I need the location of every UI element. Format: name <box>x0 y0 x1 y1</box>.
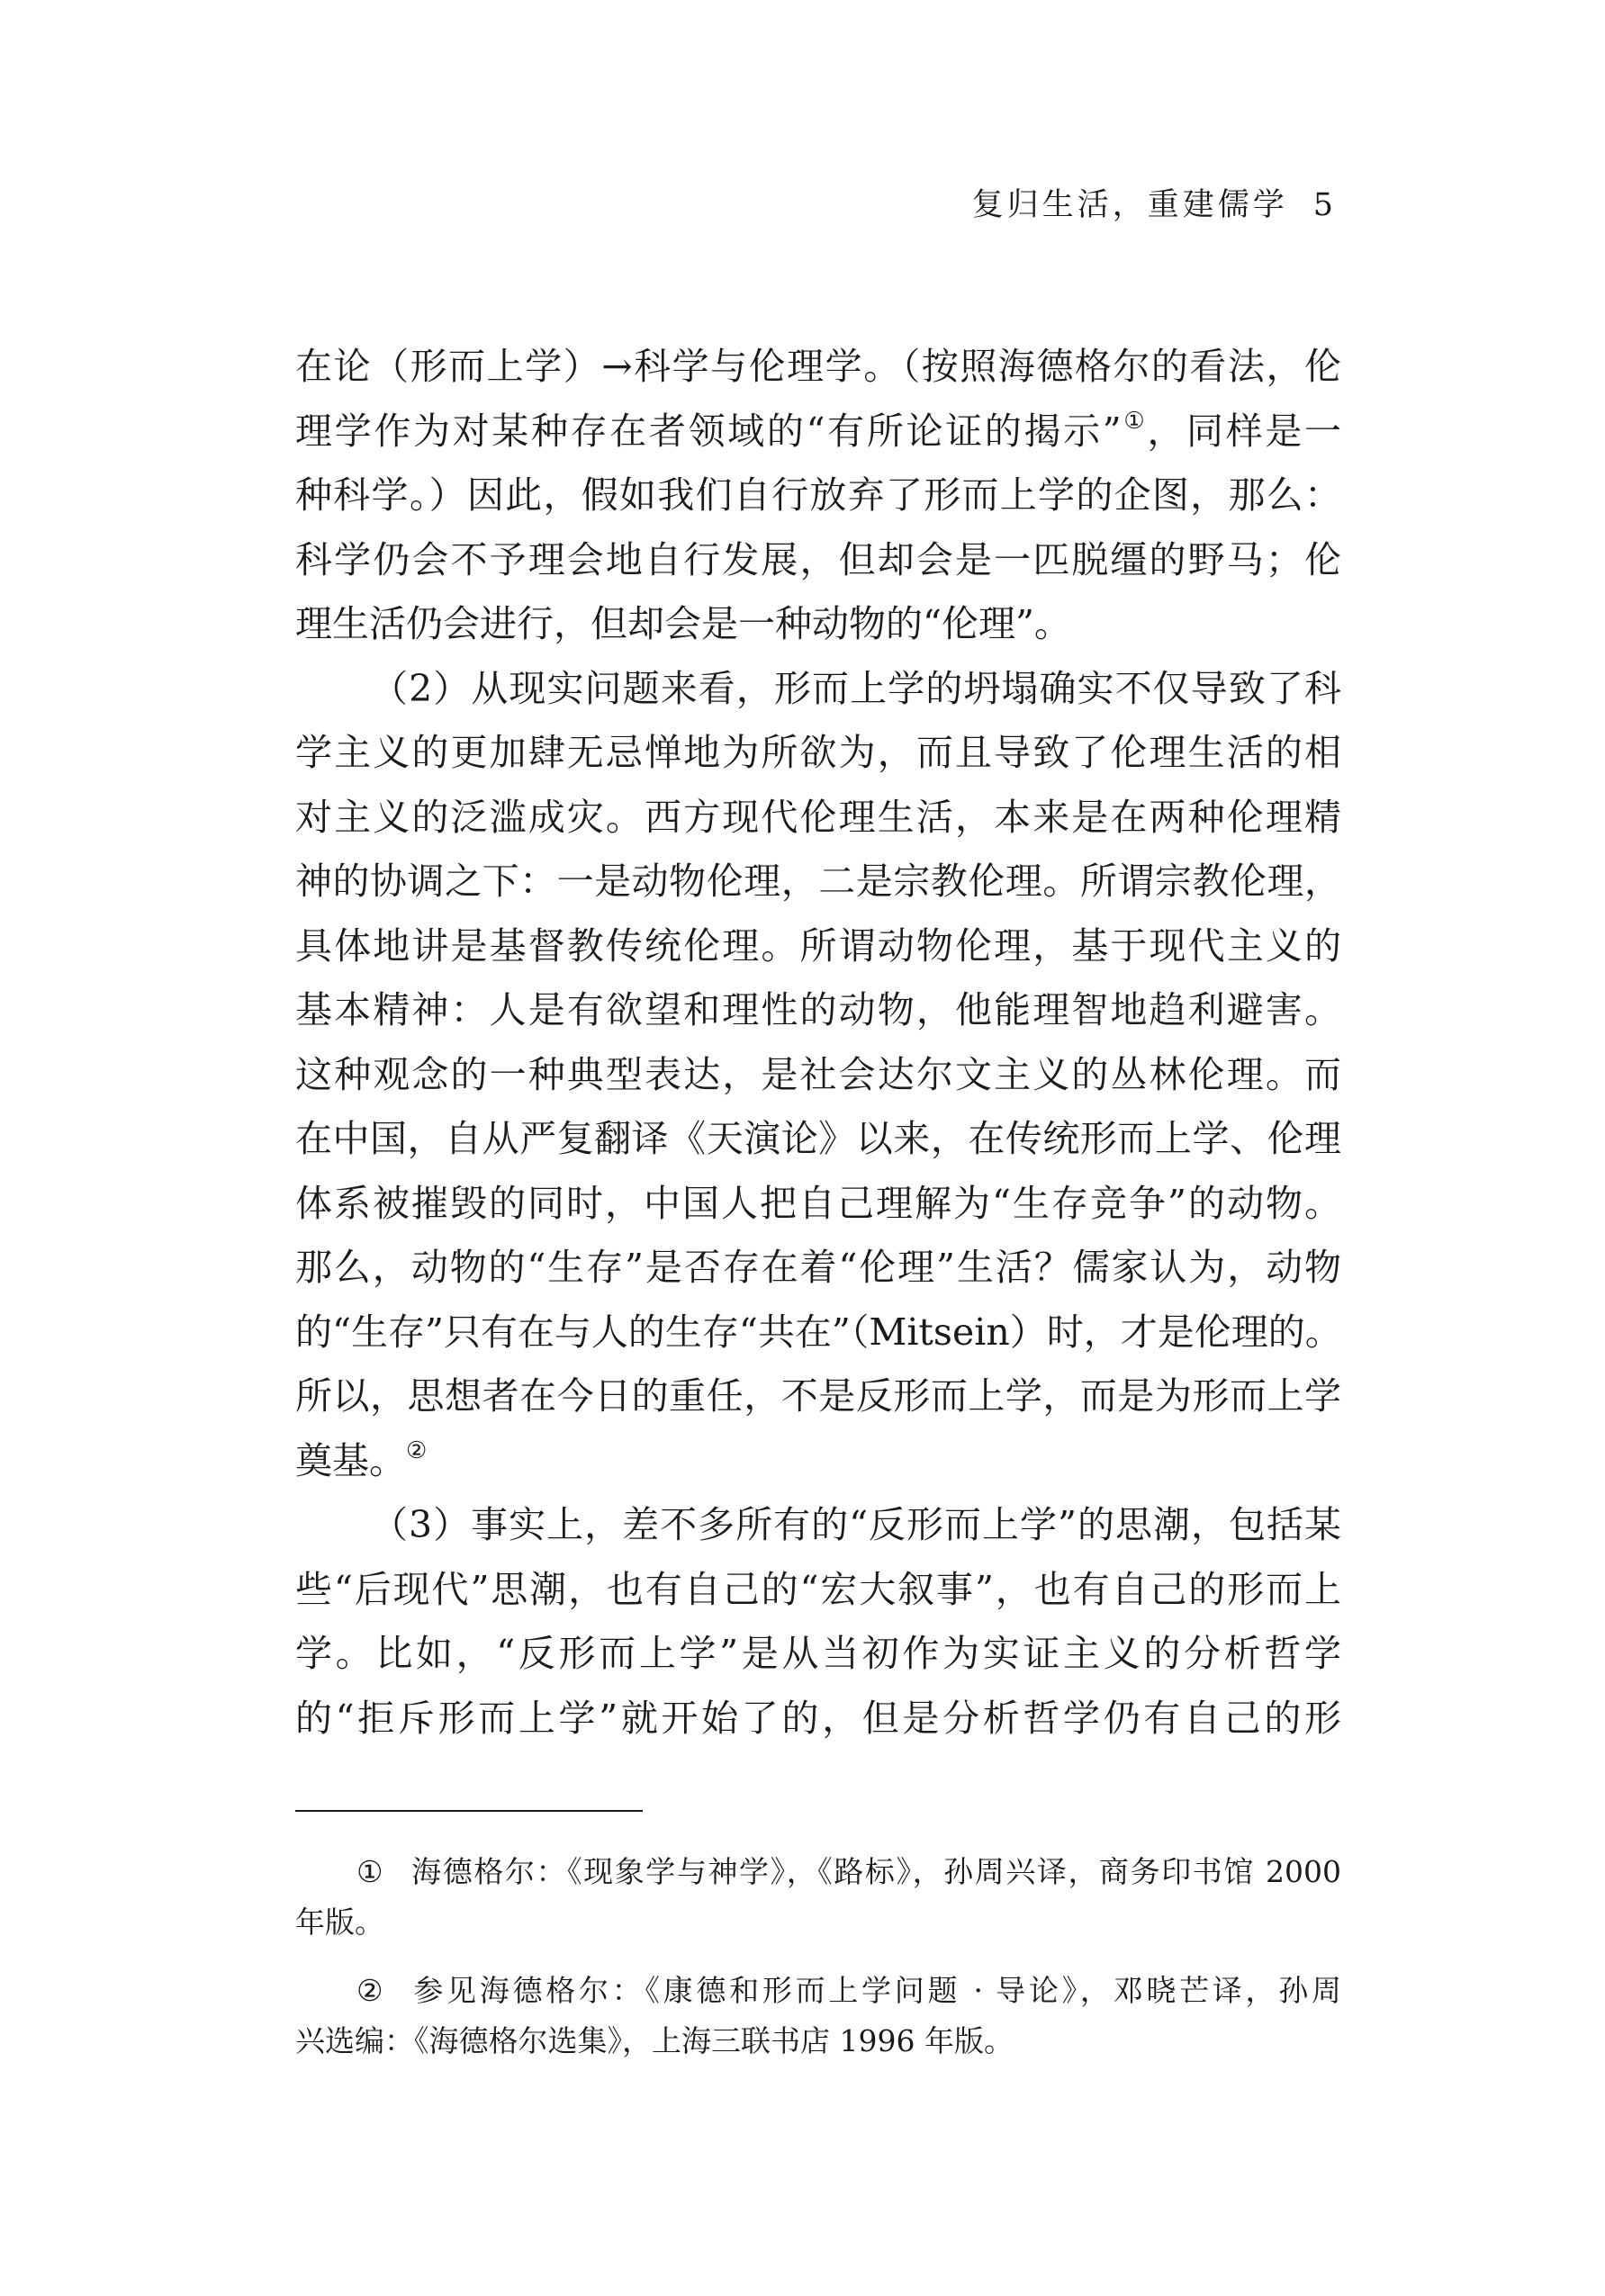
footnote-text: 参见海德格尔：《康德和形而上学问题 · 导论》，邓晓芒译，孙周 <box>413 1973 1341 2008</box>
footnote-text: 海德格尔：《现象学与神学》，《路标》，孙周兴译，商务印书馆 2000 <box>411 1854 1341 1889</box>
text-line: 种科学。）因此，假如我们自行放弃了形而上学的企图，那么： <box>295 473 1341 517</box>
footnote-line: 兴选编：《海德格尔选集》，上海三联书店 1996 年版。 <box>295 2023 1014 2058</box>
main-text <box>295 335 1341 1751</box>
page-number: 5 <box>1312 187 1333 223</box>
text-line: 些“后现代”思潮，也有自己的“宏大叙事”，也有自己的形而上 <box>295 1567 1341 1611</box>
text-line: 具体地讲是基督教传统伦理。所谓动物伦理，基于现代主义的 <box>295 923 1341 968</box>
footnote-line <box>295 1966 1341 2016</box>
text-line: 所以，思想者在今日的重任，不是反形而上学，而是为形而上学 <box>295 1374 1341 1418</box>
text-line: 体系被摧毁的同时，中国人把自己理解为“生存竞争”的动物。 <box>295 1181 1341 1225</box>
text-line: 学主义的更加肆无忌惮地为所欲为，而且导致了伦理生活的相 <box>295 731 1341 774</box>
footnote-mark: ① <box>356 1854 385 1889</box>
text-fragment: 奠基。 <box>295 1438 406 1482</box>
text-line: 科学仍会不予理会地自行发展，但却会是一匹脱缰的野马；伦 <box>295 537 1341 581</box>
text-line: 神的协调之下：一是动物伦理，二是宗教伦理。所谓宗教伦理， <box>295 860 1341 903</box>
text-line: 的“生存”只有在与人的生存“共在”（Mitsein）时，才是伦理的。 <box>295 1310 1342 1354</box>
footnote-1 <box>295 1847 1341 1948</box>
footnote-line <box>295 1847 1341 1897</box>
running-header <box>972 180 1333 225</box>
text-fragment: 理学作为对某种存在者领域的“有所论证的揭示” <box>295 409 1122 453</box>
text-line: 在中国，自从严复翻译《天演论》以来，在传统形而上学、伦理 <box>295 1117 1341 1160</box>
text-fragment: ，同样是一 <box>1147 409 1342 453</box>
text-line: 的“拒斥形而上学”就开始了的，但是分析哲学仍有自己的形 <box>295 1696 1341 1740</box>
text-line <box>295 1429 1341 1494</box>
text-line: 这种观念的一种典型表达，是社会达尔文主义的丛林伦理。而 <box>295 1052 1341 1096</box>
footnote-2 <box>295 1966 1341 2066</box>
footnote-line: 年版。 <box>295 1904 384 1940</box>
text-line: 那么，动物的“生存”是否存在着“伦理”生活？儒家认为，动物 <box>295 1246 1341 1289</box>
text-line: 对主义的泛滥成灾。西方现代伦理生活，本来是在两种伦理精 <box>295 795 1341 839</box>
text-line: （3）事实上，差不多所有的“反形而上学”的思潮，包括某 <box>371 1503 1341 1546</box>
text-line: （2）从现实问题来看，形而上学的坍塌确实不仅导致了科 <box>371 666 1341 710</box>
text-line: 学。比如，“反形而上学”是从当初作为实证主义的分析哲学 <box>295 1632 1341 1675</box>
running-header-title: 复归生活，重建儒学 <box>971 187 1288 223</box>
footnote-mark: ② <box>356 1973 387 2008</box>
footnote-ref-2: ② <box>406 1436 428 1464</box>
footnote-divider <box>295 1810 643 1812</box>
text-line: 在论（形而上学）→科学与伦理学。（按照海德格尔的看法，伦 <box>295 345 1341 388</box>
footnote-ref-1: ① <box>1121 407 1148 435</box>
text-line <box>295 400 1341 464</box>
text-line: 理生活仍会进行，但却会是一种动物的“伦理”。 <box>295 602 1071 645</box>
footnotes <box>295 1847 1341 2066</box>
text-line: 基本精神：人是有欲望和理性的动物，他能理智地趋利避害。 <box>295 988 1341 1031</box>
